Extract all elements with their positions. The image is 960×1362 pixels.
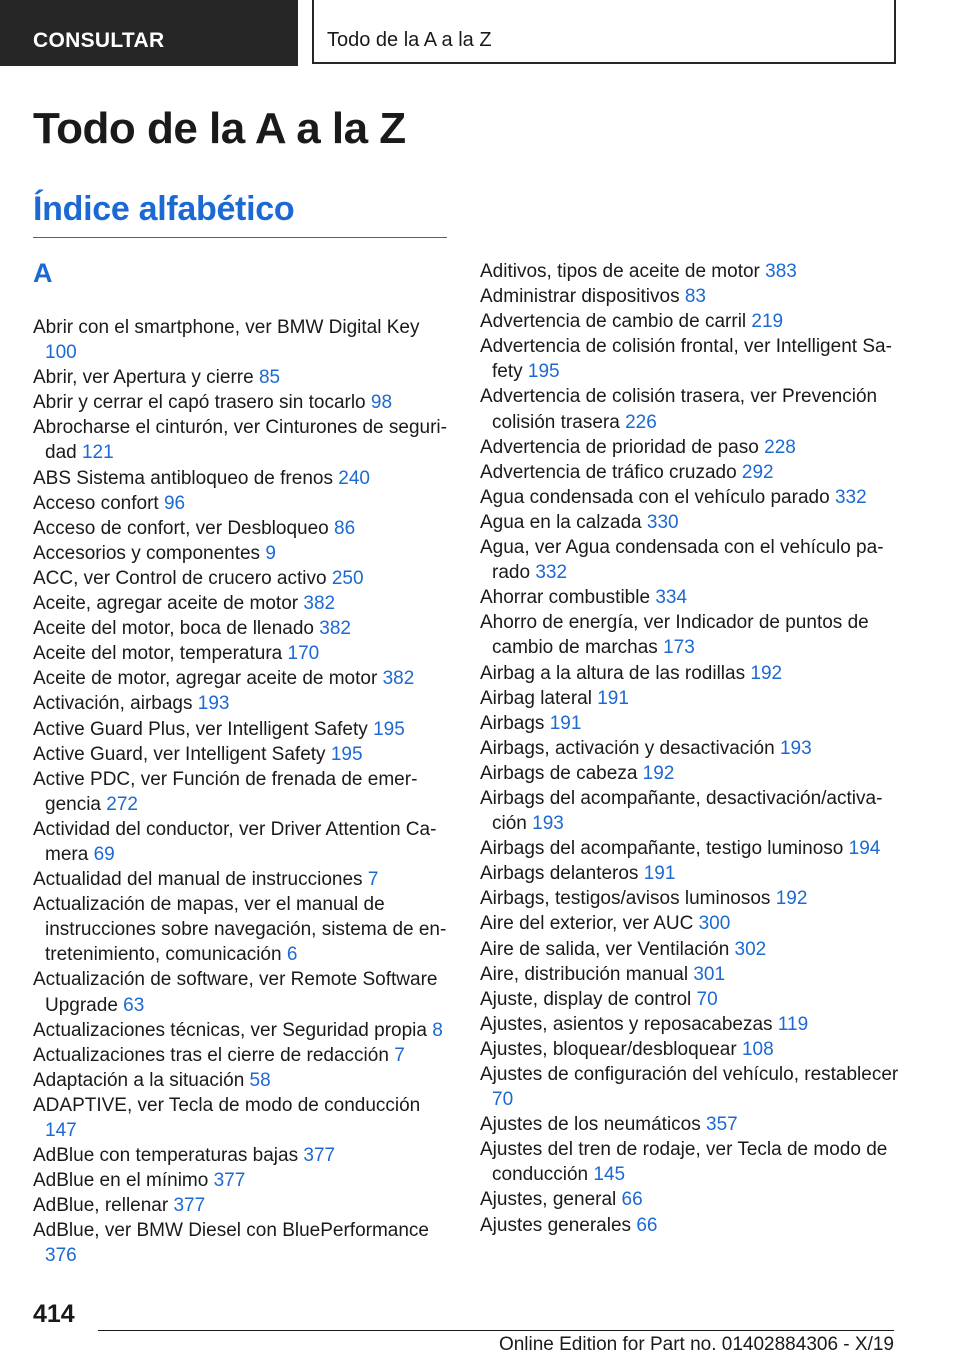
index-entry-text: Administrar dispositivos <box>480 286 680 308</box>
index-entry <box>33 817 453 867</box>
page-title: Todo de la A a la Z <box>33 104 406 153</box>
index-entry-text: Aire de salida, ver Ventilación <box>480 938 730 960</box>
index-page-link[interactable]: 301 <box>693 963 726 985</box>
index-entry-text: Ahorrar combustible <box>480 587 651 609</box>
index-entry <box>33 691 453 716</box>
index-page-link[interactable]: 250 <box>331 567 364 589</box>
index-entry <box>480 384 900 434</box>
index-entry-text: Acceso confort <box>33 492 159 514</box>
index-entry-text: Advertencia de prioridad de paso <box>480 436 759 458</box>
index-entry <box>480 1187 900 1212</box>
index-entry-text: Actualidad del manual de instrucciones <box>33 869 363 891</box>
index-page-link[interactable]: 377 <box>213 1170 246 1192</box>
index-page-link[interactable]: 330 <box>646 511 679 533</box>
index-entry-text: Airbags delanteros <box>480 863 639 885</box>
index-page-link[interactable]: 96 <box>163 492 186 514</box>
index-entry-text: AdBlue en el mínimo <box>33 1170 209 1192</box>
top-bar <box>0 0 960 66</box>
index-page-link[interactable]: 195 <box>527 361 560 383</box>
index-entry <box>480 334 900 384</box>
footer-divider <box>98 1330 894 1331</box>
index-entry <box>480 686 900 711</box>
index-entry-text: Advertencia de colisión trasera, ver Prevención colisión trasera <box>480 386 878 433</box>
index-page-link[interactable]: 377 <box>173 1195 206 1217</box>
index-page-link[interactable]: 195 <box>373 718 405 740</box>
index-entry <box>33 1018 453 1043</box>
index-entry <box>33 390 453 415</box>
index-entry <box>33 1143 453 1168</box>
index-entry <box>480 761 900 786</box>
index-entry <box>480 610 900 660</box>
index-column-left <box>33 315 453 1269</box>
index-entry <box>33 1218 453 1268</box>
index-entry-text: Accesorios y componentes <box>33 542 261 564</box>
index-entry <box>480 1213 900 1238</box>
index-entry <box>480 987 900 1012</box>
index-page-link[interactable]: 292 <box>741 461 774 483</box>
index-entry <box>480 435 900 460</box>
index-page-link[interactable]: 191 <box>597 687 629 709</box>
index-page-link[interactable]: 173 <box>663 637 695 659</box>
index-page-link[interactable]: 192 <box>750 662 783 684</box>
index-page-link[interactable]: 382 <box>319 618 351 640</box>
index-page-link[interactable]: 193 <box>532 813 564 835</box>
index-entry-text: Agua, ver Agua condensada con el vehículo parado <box>480 537 884 584</box>
index-entry <box>480 711 900 736</box>
index-entry-text: Airbags del acompañante, desactivación/activación <box>480 787 883 835</box>
index-entry <box>480 1037 900 1062</box>
index-page-link[interactable]: 192 <box>642 762 675 784</box>
index-entry <box>33 1193 453 1218</box>
index-page-link[interactable]: 272 <box>106 793 138 815</box>
index-entry-text: Actualización de mapas, ver el manual de instrucciones sobre navegación, sistema de entretenimiento, comunicación <box>33 894 447 966</box>
index-page-link[interactable]: 240 <box>338 467 370 489</box>
index-entry-text: Activación, airbags <box>33 693 193 715</box>
index-entry <box>33 867 453 892</box>
index-entry <box>33 641 453 666</box>
index-entry-text: Abrir y cerrar el capó trasero sin tocarlo <box>33 392 366 414</box>
index-entry-text: Advertencia de cambio de carril <box>480 311 747 333</box>
index-entry <box>480 937 900 962</box>
index-page-link[interactable]: 9 <box>265 542 276 564</box>
index-entry <box>33 616 453 641</box>
index-page-link[interactable]: 194 <box>848 838 881 860</box>
index-entry-text: Aire, distribución manual <box>480 963 689 985</box>
index-entry-text: Abrir con el smartphone, ver BMW Digital Key <box>33 317 420 338</box>
index-entry <box>33 491 453 516</box>
index-entry-text: ADAPTIVE, ver Tecla de modo de conducción <box>33 1094 421 1116</box>
index-entry-text: ABS Sistema antibloqueo de frenos <box>33 467 333 489</box>
index-entry <box>33 315 453 365</box>
edition-note: Online Edition for Part no. 01402884306 - X/19 <box>498 1334 894 1355</box>
index-entry-text: Airbags del acompañante, testigo luminoso <box>480 838 844 860</box>
index-entry-text: AdBlue con temperaturas bajas <box>33 1145 299 1167</box>
index-page-link[interactable]: 193 <box>779 737 812 759</box>
index-entry-text: Advertencia de tráfico cruzado <box>480 461 737 483</box>
index-entry <box>33 666 453 691</box>
index-entry <box>33 742 453 767</box>
index-entry-text: Aceite del motor, boca de llenado <box>33 618 314 640</box>
index-page-link[interactable]: 108 <box>741 1038 774 1060</box>
index-entry <box>480 535 900 585</box>
index-page-link[interactable]: 377 <box>303 1145 336 1167</box>
index-entry <box>480 1062 900 1112</box>
index-entry-text: Aceite, agregar aceite de motor <box>33 593 299 615</box>
index-page-link[interactable]: 383 <box>765 261 797 282</box>
index-entry <box>33 717 453 742</box>
index-page-link[interactable]: 219 <box>751 311 784 333</box>
index-entry-text: Agua condensada con el vehículo parado <box>480 486 830 508</box>
index-entry-text: Ajuste, display de control <box>480 988 692 1010</box>
index-page-link[interactable]: 7 <box>367 869 379 891</box>
index-entry-text: Airbag lateral <box>480 687 592 709</box>
index-page-link[interactable]: 193 <box>197 693 230 715</box>
index-page-link[interactable]: 191 <box>549 712 582 734</box>
index-page-link[interactable]: 85 <box>258 367 281 389</box>
index-entry <box>33 365 453 390</box>
index-page-link[interactable]: 70 <box>492 1089 514 1111</box>
index-entry <box>480 962 900 987</box>
index-page-link[interactable]: 83 <box>684 286 706 308</box>
index-page-link[interactable]: 121 <box>81 442 114 464</box>
index-page-link[interactable]: 226 <box>625 411 657 433</box>
index-page-link[interactable]: 66 <box>621 1189 643 1211</box>
section-heading: Índice alfabético <box>33 190 447 238</box>
index-entry <box>33 1168 453 1193</box>
index-entry-text: Aditivos, tipos de aceite de motor <box>480 261 760 282</box>
index-entry-text: Active Guard Plus, ver Intelligent Safety <box>33 718 368 740</box>
index-entry-text: Abrocharse el cinturón, ver Cinturones de seguridad <box>33 417 447 464</box>
index-entry <box>480 1137 900 1187</box>
index-entry-text: Active Guard, ver Intelligent Safety <box>33 743 326 765</box>
index-page-link[interactable]: 6 <box>286 944 298 966</box>
index-entry <box>480 1112 900 1137</box>
index-page-link[interactable]: 100 <box>45 342 77 364</box>
index-entry <box>480 510 900 535</box>
index-page-link[interactable]: 332 <box>535 562 568 584</box>
index-page-link[interactable]: 58 <box>249 1069 271 1091</box>
index-page-link[interactable]: 382 <box>382 668 415 690</box>
index-page-link[interactable]: 195 <box>330 743 363 765</box>
index-entry-text: Aceite de motor, agregar aceite de motor <box>33 668 378 690</box>
index-entry <box>33 892 453 967</box>
section-tab[interactable]: CONSULTAR <box>0 0 298 66</box>
index-page-link[interactable]: 63 <box>123 994 145 1016</box>
index-entry <box>33 516 453 541</box>
index-entry-text: Advertencia de colisión frontal, ver Intelligent Safety <box>480 336 892 383</box>
index-entry-text: Ahorro de energía, ver Indicador de puntos de cambio de marchas <box>480 612 869 659</box>
index-entry-text: Airbags, activación y desactivación <box>480 737 775 759</box>
index-entry-text: AdBlue, rellenar <box>33 1195 169 1217</box>
index-entry <box>480 886 900 911</box>
index-entry <box>33 466 453 491</box>
index-entry <box>480 585 900 610</box>
index-entry <box>480 736 900 761</box>
index-entry-text: Ajustes de los neumáticos <box>480 1114 701 1136</box>
index-entry-text: Actualización de software, ver Remote Software Upgrade <box>33 969 438 1016</box>
index-entry-text: Aire del exterior, ver AUC <box>480 913 694 935</box>
index-entry <box>480 284 900 309</box>
index-page-link[interactable]: 98 <box>370 392 393 414</box>
index-entry <box>480 661 900 686</box>
page-number: 414 <box>33 1300 75 1328</box>
index-entry-text: Active PDC, ver Función de frenada de emergencia <box>33 768 418 815</box>
index-page-link[interactable]: 66 <box>636 1214 658 1236</box>
index-page-link[interactable]: 376 <box>45 1245 77 1267</box>
index-entry <box>33 1093 453 1143</box>
index-entry-text: Adaptación a la situación <box>33 1069 245 1091</box>
index-page-link[interactable]: 8 <box>432 1019 443 1041</box>
index-page-link[interactable]: 119 <box>777 1013 809 1035</box>
index-entry-text: Ajustes del tren de rodaje, ver Tecla de modo de conducción <box>480 1139 888 1186</box>
index-entry <box>480 460 900 485</box>
index-entry <box>33 767 453 817</box>
index-entry <box>480 861 900 886</box>
index-page-link[interactable]: 382 <box>303 593 336 615</box>
index-page-link[interactable]: 228 <box>764 436 796 458</box>
index-entry-text: Actividad del conductor, ver Driver Attention Camera <box>33 818 437 865</box>
index-page-link[interactable]: 357 <box>706 1114 738 1136</box>
index-entry-text: Airbag a la altura de las rodillas <box>480 662 746 684</box>
breadcrumb: Todo de la A a la Z <box>312 0 896 64</box>
index-entry <box>33 415 453 465</box>
index-column-right <box>480 259 900 1238</box>
index-entry-text: Ajustes, bloquear/desbloquear <box>480 1038 737 1060</box>
index-entry <box>33 967 453 1017</box>
index-entry <box>480 259 900 284</box>
index-page-link[interactable]: 70 <box>696 988 718 1010</box>
index-entry <box>33 1043 453 1068</box>
index-page-link[interactable]: 191 <box>643 863 676 885</box>
index-page-link[interactable]: 300 <box>698 913 731 935</box>
index-page-link[interactable]: 86 <box>334 517 356 539</box>
index-entry-text: Actualizaciones técnicas, ver Seguridad propia <box>33 1019 427 1041</box>
index-entry-text: Airbags <box>480 712 545 734</box>
index-entry-text: Ajustes, general <box>480 1189 617 1211</box>
index-entry-text: ACC, ver Control de crucero activo <box>33 567 327 589</box>
index-entry <box>480 1012 900 1037</box>
index-page-link[interactable]: 69 <box>93 843 115 865</box>
index-entry-text: Airbags de cabeza <box>480 762 638 784</box>
index-page-link[interactable]: 7 <box>394 1044 405 1066</box>
index-entry <box>480 309 900 334</box>
index-page-link[interactable]: 332 <box>834 486 867 508</box>
index-page-link[interactable]: 145 <box>593 1164 626 1186</box>
index-entry-text: Agua en la calzada <box>480 511 642 533</box>
index-entry <box>33 541 453 566</box>
index-entry <box>480 836 900 861</box>
index-entry <box>480 911 900 936</box>
index-entry <box>480 485 900 510</box>
index-letter: A <box>33 258 53 288</box>
index-entry-text: Ajustes generales <box>480 1214 632 1236</box>
index-entry <box>33 1068 453 1093</box>
index-page-link[interactable]: 302 <box>734 938 767 960</box>
index-entry-text: Ajustes de configuración del vehículo, restablecer <box>480 1064 899 1085</box>
index-entry-text: AdBlue, ver BMW Diesel con BluePerformance <box>33 1220 429 1242</box>
index-entry <box>33 591 453 616</box>
index-page-link[interactable]: 170 <box>287 643 320 665</box>
index-page-link[interactable]: 192 <box>775 888 808 910</box>
index-page-link[interactable]: 334 <box>655 587 688 609</box>
index-page-link[interactable]: 147 <box>45 1120 77 1141</box>
index-entry <box>480 786 900 836</box>
index-entry-text: Actualizaciones tras el cierre de redacción <box>33 1044 389 1066</box>
index-entry-text: Airbags, testigos/avisos luminosos <box>480 888 771 910</box>
index-entry-text: Abrir, ver Apertura y cierre <box>33 367 254 389</box>
index-entry-text: Aceite del motor, temperatura <box>33 643 283 665</box>
index-entry-text: Ajustes, asientos y reposacabezas <box>480 1013 773 1035</box>
index-entry <box>33 566 453 591</box>
index-entry-text: Acceso de confort, ver Desbloqueo <box>33 517 329 539</box>
